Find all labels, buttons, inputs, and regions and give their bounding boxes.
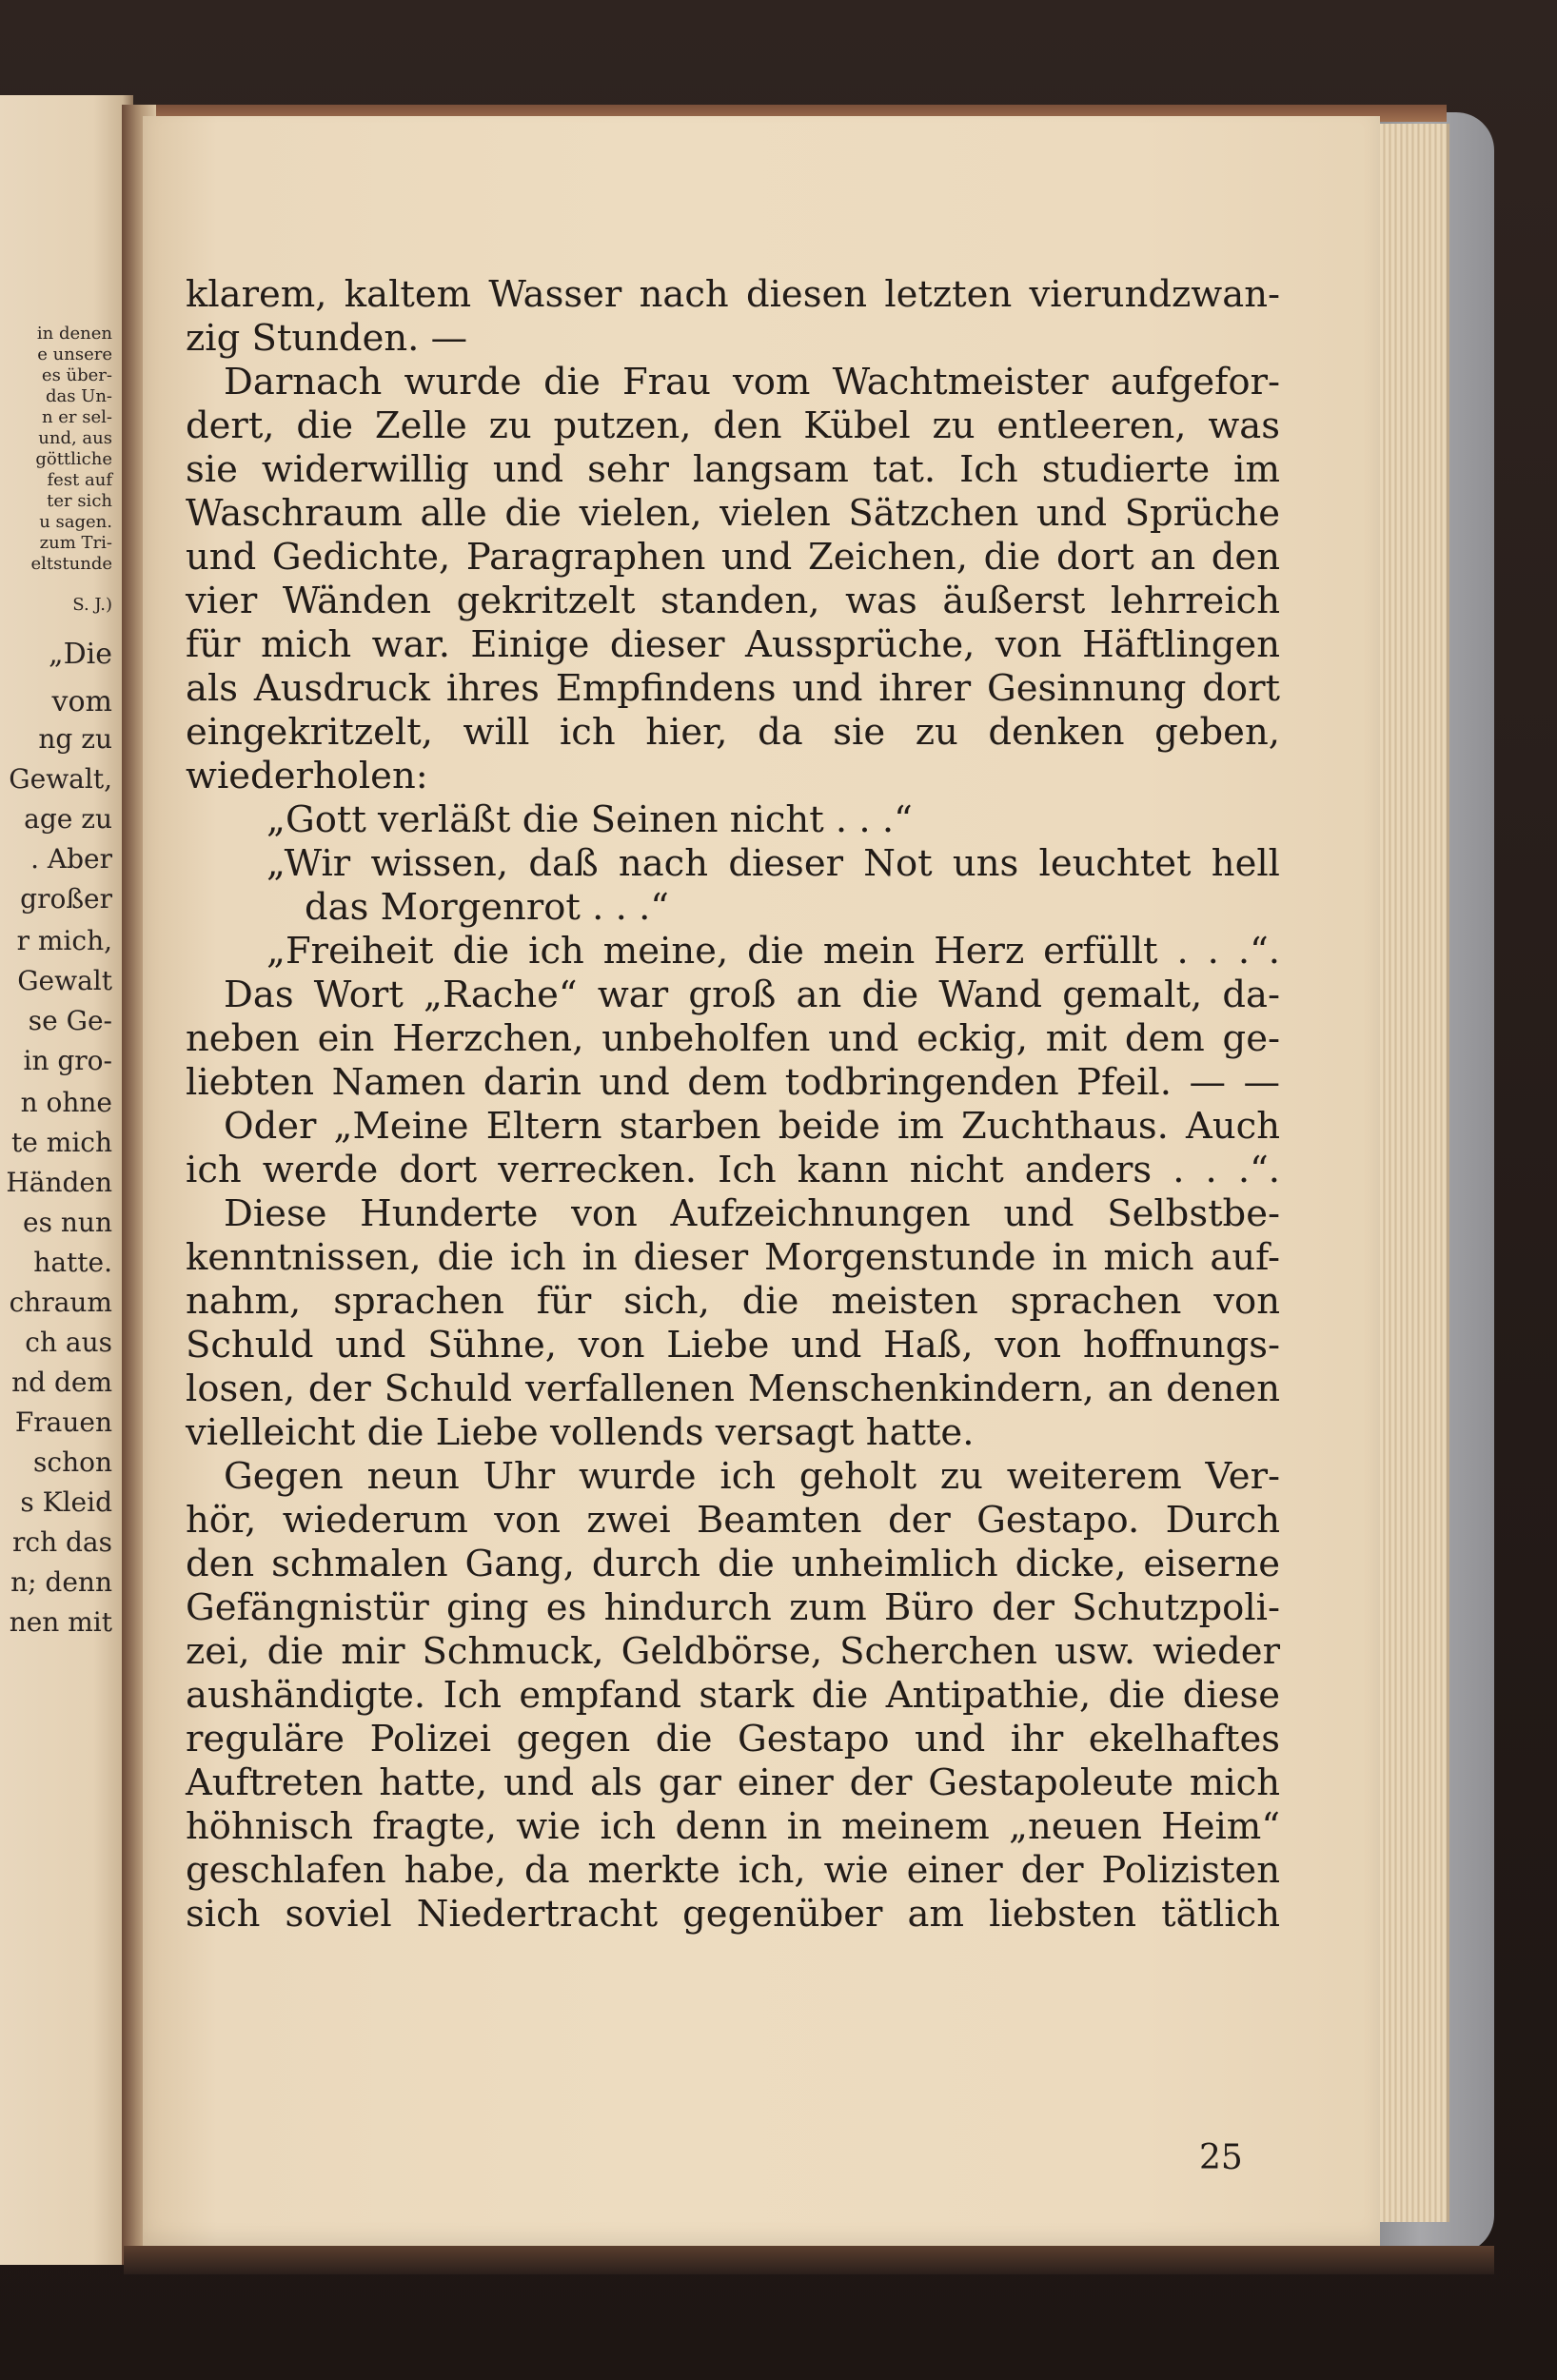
left-page-fragment: vom xyxy=(51,685,112,718)
page-stack-edge xyxy=(1380,124,1449,2222)
left-page-fragment: nen mit xyxy=(9,1606,112,1638)
left-page-fragment: göttliche xyxy=(35,449,112,469)
text-line: zig Stunden. — xyxy=(186,317,468,360)
left-page-fragment: chraum xyxy=(9,1287,112,1318)
left-page-fragment: age zu xyxy=(24,803,112,835)
left-page-fragment: rch das xyxy=(12,1526,112,1558)
left-page-fragment: in gro- xyxy=(23,1045,112,1076)
left-page-fragment: das Un- xyxy=(45,386,112,406)
text-line: Gegen neun Uhr wurde ich geholt zu weiterem Ver- xyxy=(224,1455,1280,1498)
text-line: höhnisch fragte, wie ich denn in meinem „neuen Heim“ xyxy=(186,1805,1280,1848)
text-line: wiederholen: xyxy=(186,755,428,797)
text-line: neben ein Herzchen, unbeholfen und eckig, mit dem ge- xyxy=(186,1017,1280,1060)
left-page-fragment: S. J.) xyxy=(72,595,112,615)
text-line: vier Wänden gekritzelt standen, was äußerst lehrreich xyxy=(186,580,1280,622)
text-line: reguläre Polizei gegen die Gestapo und ihr ekelhaftes xyxy=(186,1718,1280,1760)
text-line: „Freiheit die ich meine, die mein Herz erfüllt . . .“. xyxy=(266,930,1280,973)
left-page xyxy=(0,95,133,2265)
text-line: und Gedichte, Paragraphen und Zeichen, die dort an den xyxy=(186,536,1280,579)
text-line: zei, die mir Schmuck, Geldbörse, Scherchen usw. wieder xyxy=(186,1630,1280,1673)
left-page-fragment: eltstunde xyxy=(30,554,112,574)
left-page-fragment: n; denn xyxy=(10,1566,112,1598)
left-page-fragment: nd dem xyxy=(11,1367,112,1398)
left-page-fragment: es über- xyxy=(41,365,112,385)
left-page-fragment: in denen xyxy=(36,324,112,344)
text-line: Diese Hunderte von Aufzeichnungen und Selbstbe- xyxy=(224,1192,1280,1235)
text-line: Darnach wurde die Frau vom Wachtmeister aufgefor- xyxy=(224,361,1280,403)
text-line: ich werde dort verrecken. Ich kann nicht anders . . .“. xyxy=(186,1149,1280,1191)
text-line: als Ausdruck ihres Empfindens und ihrer Gesinnung dort xyxy=(186,667,1280,710)
left-page-fragment: u sagen. xyxy=(39,512,112,532)
left-page-fragment: fest auf xyxy=(47,470,112,490)
text-line: Schuld und Sühne, von Liebe und Haß, von hoffnungs- xyxy=(186,1324,1280,1367)
text-line: Auftreten hatte, und als gar einer der Gestapoleute mich xyxy=(186,1761,1280,1804)
text-line: den schmalen Gang, durch die unheimlich dicke, eiserne xyxy=(186,1543,1280,1585)
left-page-fragment: „Die xyxy=(49,638,112,671)
left-page-fragment: schon xyxy=(33,1446,112,1478)
left-page-fragment: zum Tri- xyxy=(39,533,112,553)
left-page-fragment: n er sel- xyxy=(41,407,112,427)
left-page-fragment: e unsere xyxy=(37,344,112,364)
text-line: „Wir wissen, daß nach dieser Not uns leuchtet hell xyxy=(266,842,1280,885)
left-page-fragment: Gewalt, xyxy=(9,763,112,795)
left-page-fragment: ch aus xyxy=(25,1327,112,1358)
left-page-fragment: Gewalt xyxy=(17,965,112,996)
left-page-fragment: s Kleid xyxy=(20,1486,112,1518)
left-page-fragment: ng zu xyxy=(38,723,112,755)
left-page-fragment: n ohne xyxy=(20,1087,112,1118)
text-line: losen, der Schuld verfallenen Menschenkindern, an denen xyxy=(186,1367,1280,1410)
bottom-shadow xyxy=(124,2246,1494,2274)
text-line: für mich war. Einige dieser Aussprüche, von Häftlingen xyxy=(186,623,1280,666)
text-line: eingekritzelt, will ich hier, da sie zu denken geben, xyxy=(186,711,1280,754)
text-line: liebten Namen darin und dem todbringenden Pfeil. — — xyxy=(186,1061,1280,1104)
text-line: aushändigte. Ich empfand stark die Antipathie, die diese xyxy=(186,1674,1280,1717)
left-page-fragment: und, aus xyxy=(38,428,112,448)
left-page-fragment: Händen xyxy=(6,1167,112,1198)
left-page-fragment: se Ge- xyxy=(28,1005,112,1036)
text-line: klarem, kaltem Wasser nach diesen letzten vierundzwan- xyxy=(186,273,1280,316)
text-line: sich soviel Niedertracht gegenüber am liebsten tätlich xyxy=(186,1893,1280,1936)
text-line: Gefängnistür ging es hindurch zum Büro der Schutzpoli- xyxy=(186,1586,1280,1629)
text-line: hör, wiederum von zwei Beamten der Gestapo. Durch xyxy=(186,1499,1280,1542)
left-page-fragment: r mich, xyxy=(16,925,112,956)
page-number: 25 xyxy=(1199,2138,1243,2177)
left-page-fragment: es nun xyxy=(23,1207,112,1238)
text-line: geschlafen habe, da merkte ich, wie einer der Polizisten xyxy=(186,1849,1280,1892)
text-line: „Gott verläßt die Seinen nicht . . .“ xyxy=(266,798,913,841)
text-line: nahm, sprachen für sich, die meisten sprachen von xyxy=(186,1280,1280,1323)
text-line: Das Wort „Rache“ war groß an die Wand gemalt, da- xyxy=(224,974,1280,1016)
left-page-fragment: großer xyxy=(20,883,112,915)
left-page-fragment: te mich xyxy=(11,1127,112,1158)
left-page-fragment: hatte. xyxy=(33,1247,112,1278)
text-line: vielleicht die Liebe vollends versagt hatte. xyxy=(186,1411,975,1454)
left-page-fragment: Frauen xyxy=(14,1406,112,1438)
page-text xyxy=(186,273,1280,1937)
text-line: kenntnissen, die ich in dieser Morgenstunde in mich auf- xyxy=(186,1236,1280,1279)
text-line: Waschraum alle die vielen, vielen Sätzchen und Sprüche xyxy=(186,492,1280,535)
right-page xyxy=(143,116,1380,2248)
text-line: sie widerwillig und sehr langsam tat. Ich studierte im xyxy=(186,448,1280,491)
left-page-fragment: . Aber xyxy=(30,843,112,875)
text-line: Oder „Meine Eltern starben beide im Zuchthaus. Auch xyxy=(224,1105,1280,1148)
left-page-fragment: ter sich xyxy=(47,491,112,511)
text-line: das Morgenrot . . .“ xyxy=(305,886,669,929)
text-line: dert, die Zelle zu putzen, den Kübel zu entleeren, was xyxy=(186,404,1280,447)
